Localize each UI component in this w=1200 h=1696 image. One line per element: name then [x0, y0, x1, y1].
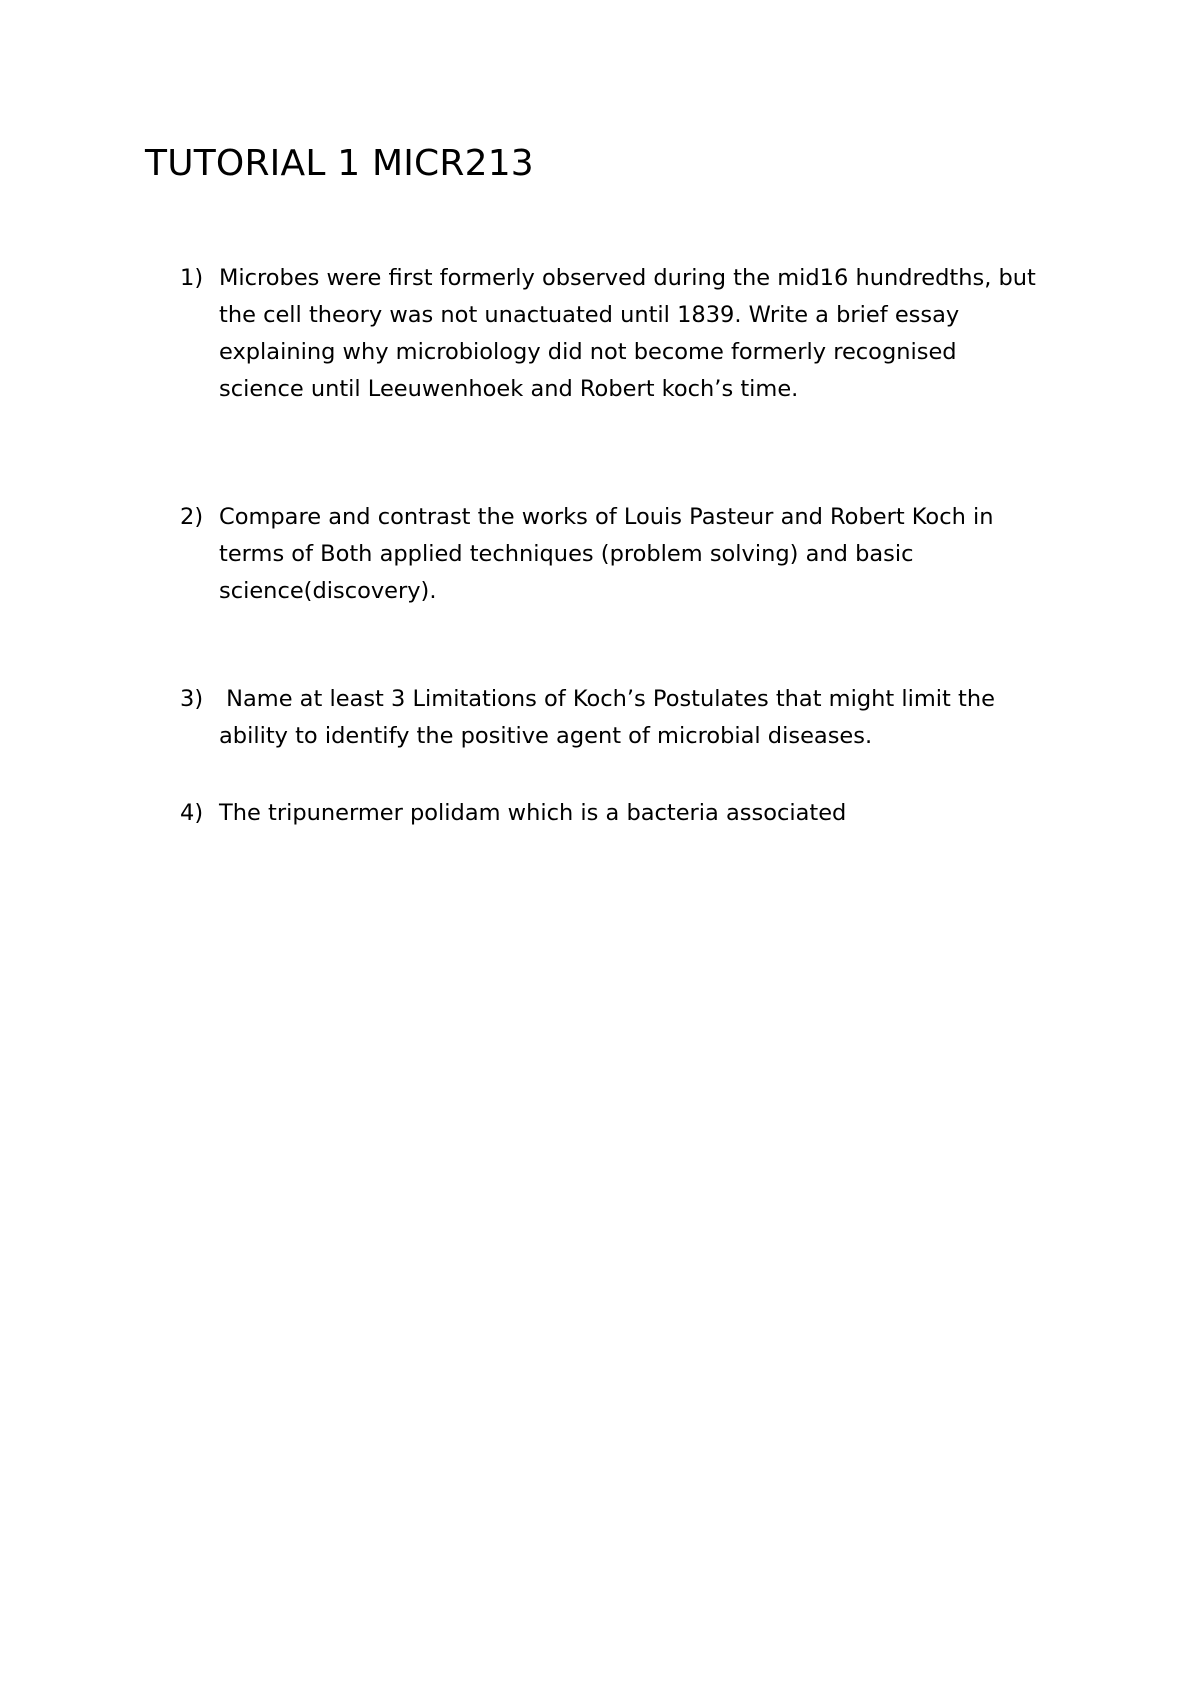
document-title: TUTORIAL 1 MICR213 — [145, 143, 534, 184]
question-line: The tripunermer polidam which is a bacteria associated — [219, 800, 847, 826]
question-1 — [180, 260, 1080, 408]
question-line: Name at least 3 Limitations of Koch’s Postulates that might limit the — [219, 686, 995, 712]
question-line: science until Leeuwenhoek and Robert koch’s time. — [219, 376, 799, 402]
question-4 — [180, 795, 1080, 832]
question-line: ability to identify the positive agent of microbial diseases. — [219, 723, 873, 749]
question-line: Microbes were first formerly observed during the mid16 hundredths, but — [219, 265, 1036, 291]
question-3 — [180, 681, 1080, 755]
question-line: terms of Both applied techniques (problem solving) and basic — [219, 541, 914, 567]
question-line: explaining why microbiology did not become formerly recognised — [219, 339, 957, 365]
question-number: 4) — [180, 800, 204, 826]
question-text — [219, 681, 1080, 755]
question-text — [219, 260, 1080, 408]
question-2 — [180, 499, 1080, 610]
question-text — [219, 499, 1080, 610]
question-line: the cell theory was not unactuated until 1839. Write a brief essay — [219, 302, 960, 328]
question-number: 1) — [180, 265, 204, 291]
question-line: Compare and contrast the works of Louis Pasteur and Robert Koch in — [219, 504, 994, 530]
question-text — [219, 795, 1080, 832]
question-number: 2) — [180, 504, 204, 530]
question-number: 3) — [180, 686, 204, 712]
question-line: science(discovery). — [219, 578, 437, 604]
